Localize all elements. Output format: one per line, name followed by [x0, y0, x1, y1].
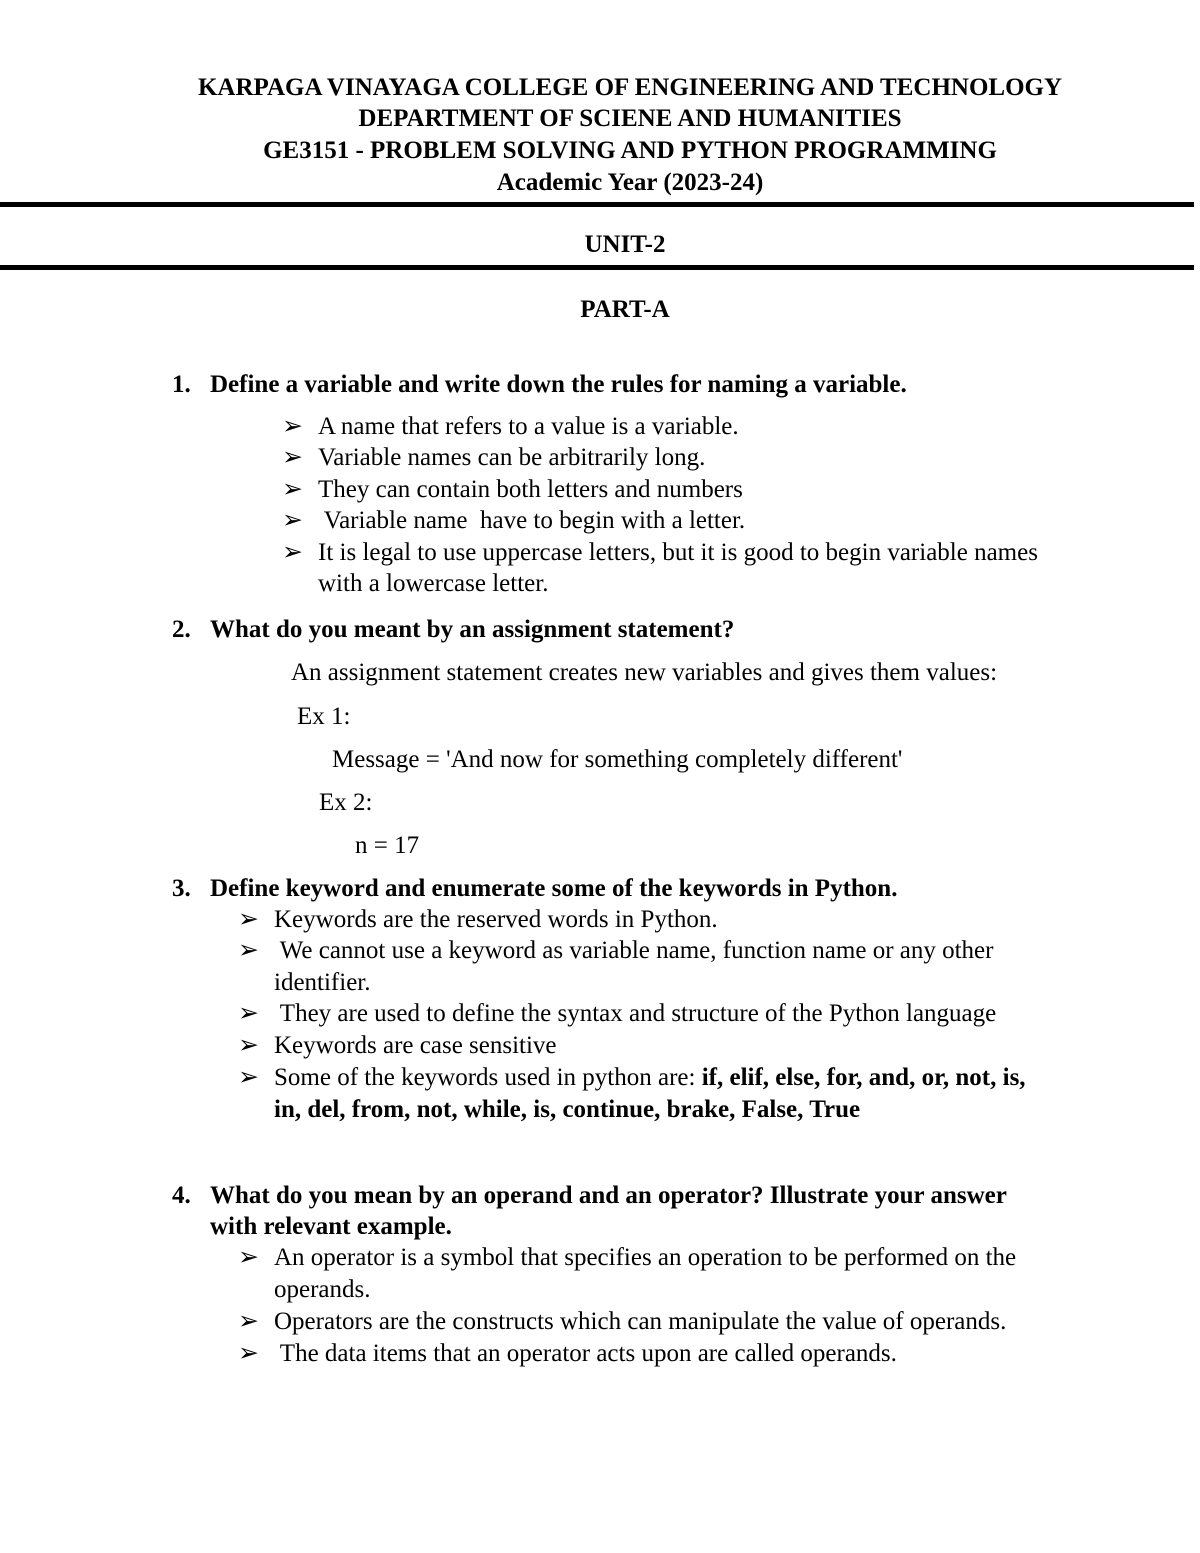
- assignment-intro: An assignment statement creates new variables and gives them values:: [291, 659, 998, 686]
- list-item-continuation: operands.: [274, 1276, 371, 1303]
- arrow-bullet-icon: ➢: [238, 906, 259, 933]
- arrow-bullet-icon: ➢: [282, 507, 303, 534]
- question-4-title-line-1: What do you mean by an operand and an operator? Illustrate your answer: [210, 1182, 1007, 1209]
- question-4-title-line-2: with relevant example.: [210, 1213, 452, 1240]
- arrow-bullet-icon: ➢: [238, 1064, 259, 1091]
- question-3: [172, 873, 1172, 904]
- arrow-bullet-icon: ➢: [282, 476, 303, 503]
- department-name: DEPARTMENT OF SCIENE AND HUMANITIES: [358, 105, 902, 132]
- arrow-bullet-icon: ➢: [282, 413, 303, 440]
- course-title: GE3151 - PROBLEM SOLVING AND PYTHON PROGRAMMING: [263, 137, 997, 164]
- college-name: KARPAGA VINAYAGA COLLEGE OF ENGINEERING AND TECHNOLOGY: [197, 74, 1063, 101]
- question-4-number: 4.: [172, 1182, 191, 1209]
- header-divider: [0, 202, 1194, 207]
- question-3-number: 3.: [172, 875, 191, 902]
- question-2: [172, 614, 1172, 645]
- keywords-list-line-2: in, del, from, not, while, is, continue, brake, False, True: [274, 1096, 861, 1123]
- arrow-bullet-icon: ➢: [282, 444, 303, 471]
- example-2-label: Ex 2:: [319, 789, 373, 816]
- question-1-number: 1.: [172, 371, 191, 398]
- arrow-bullet-icon: ➢: [282, 539, 303, 566]
- arrow-bullet-icon: ➢: [238, 1244, 259, 1271]
- list-item-continuation: identifier.: [274, 969, 371, 996]
- arrow-bullet-icon: ➢: [238, 1308, 259, 1335]
- question-1-title: Define a variable and write down the rules for naming a variable.: [210, 371, 907, 398]
- example-1-label: Ex 1:: [297, 703, 351, 730]
- list-item-continuation: with a lowercase letter.: [318, 570, 549, 597]
- question-1: [172, 369, 1172, 400]
- arrow-bullet-icon: ➢: [238, 937, 259, 964]
- list-item: ➢ It is legal to use uppercase letters, but it is good to begin variable names: [282, 539, 1038, 566]
- unit-title: UNIT-2: [584, 231, 666, 258]
- part-title: PART-A: [580, 296, 670, 323]
- unit-divider: [0, 265, 1194, 270]
- question-2-number: 2.: [172, 616, 191, 643]
- keywords-list-line-1: if, elif, else, for, and, or, not, is,: [701, 1064, 1026, 1091]
- example-1-code: Message = 'And now for something completely different': [332, 746, 903, 773]
- question-4: [172, 1180, 1172, 1242]
- question-2-title: What do you meant by an assignment statement?: [210, 616, 735, 643]
- example-2-code: n = 17: [355, 832, 420, 859]
- question-3-title: Define keyword and enumerate some of the keywords in Python.: [210, 875, 898, 902]
- arrow-bullet-icon: ➢: [238, 1032, 259, 1059]
- arrow-bullet-icon: ➢: [238, 1000, 259, 1027]
- academic-year: Academic Year (2023-24): [496, 169, 764, 196]
- keywords-intro: Some of the keywords used in python are:: [274, 1064, 702, 1091]
- arrow-bullet-icon: ➢: [238, 1340, 259, 1367]
